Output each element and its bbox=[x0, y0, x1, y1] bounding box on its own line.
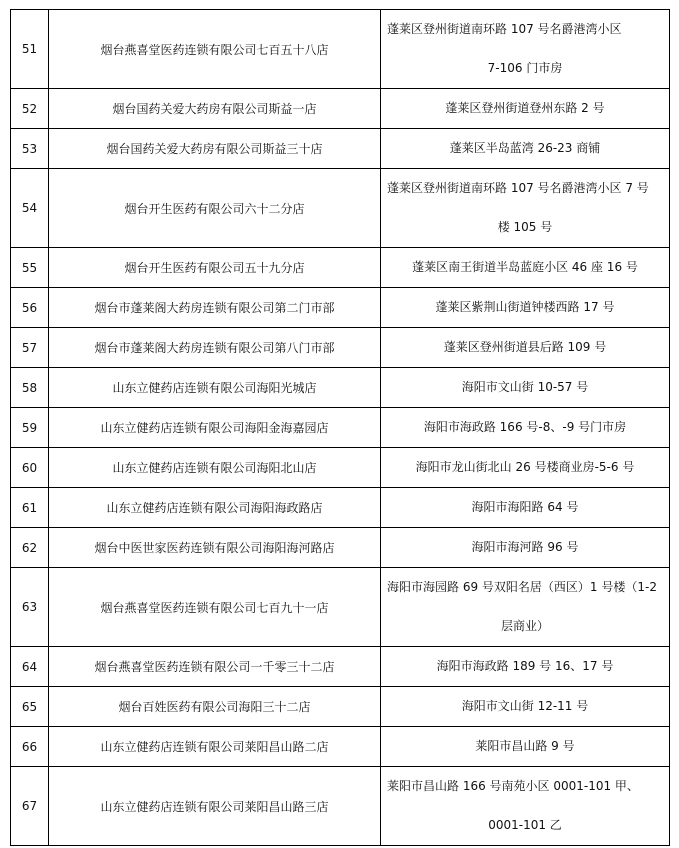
table-row bbox=[11, 687, 670, 727]
row-number: 60 bbox=[11, 448, 49, 488]
store-name: 烟台燕喜堂医药连锁有限公司一千零三十二店 bbox=[49, 647, 381, 687]
store-name: 山东立健药店连锁有限公司海阳金海嘉园店 bbox=[49, 408, 381, 448]
address-line: 莱阳市昌山路 166 号南苑小区 0001-101 甲、 bbox=[387, 779, 639, 793]
store-name: 山东立健药店连锁有限公司莱阳昌山路三店 bbox=[49, 767, 381, 846]
store-name: 烟台中医世家医药连锁有限公司海阳海河路店 bbox=[49, 528, 381, 568]
store-address: 蓬莱区南王街道半岛蓝庭小区 46 座 16 号 bbox=[381, 248, 670, 288]
store-name: 烟台燕喜堂医药连锁有限公司七百五十八店 bbox=[49, 10, 381, 89]
table-row bbox=[11, 288, 670, 328]
table-body bbox=[11, 10, 670, 846]
store-address: 海阳市龙山街北山 26 号楼商业房-5-6 号 bbox=[381, 448, 670, 488]
table-row bbox=[11, 408, 670, 448]
store-address bbox=[381, 169, 670, 248]
pharmacy-list-table bbox=[10, 9, 670, 846]
table-row bbox=[11, 328, 670, 368]
row-number: 53 bbox=[11, 129, 49, 169]
store-name: 山东立健药店连锁有限公司海阳海政路店 bbox=[49, 488, 381, 528]
address-line: 楼 105 号 bbox=[497, 220, 553, 234]
table-row bbox=[11, 767, 670, 846]
row-number: 57 bbox=[11, 328, 49, 368]
store-name: 烟台开生医药有限公司六十二分店 bbox=[49, 169, 381, 248]
table-row bbox=[11, 89, 670, 129]
table-row bbox=[11, 10, 670, 89]
row-number: 56 bbox=[11, 288, 49, 328]
address-line: 蓬莱区登州街道南环路 107 号名爵港湾小区 bbox=[387, 22, 622, 36]
row-number: 64 bbox=[11, 647, 49, 687]
row-number: 58 bbox=[11, 368, 49, 408]
row-number: 51 bbox=[11, 10, 49, 89]
store-name: 烟台百姓医药有限公司海阳三十二店 bbox=[49, 687, 381, 727]
store-address: 蓬莱区登州街道登州东路 2 号 bbox=[381, 89, 670, 129]
row-number: 54 bbox=[11, 169, 49, 248]
row-number: 55 bbox=[11, 248, 49, 288]
table-row bbox=[11, 727, 670, 767]
table-row bbox=[11, 129, 670, 169]
row-number: 67 bbox=[11, 767, 49, 846]
store-address: 海阳市文山街 12-11 号 bbox=[381, 687, 670, 727]
store-address: 海阳市海政路 166 号-8、-9 号门市房 bbox=[381, 408, 670, 448]
row-number: 63 bbox=[11, 568, 49, 647]
address-line: 层商业） bbox=[500, 619, 549, 633]
row-number: 52 bbox=[11, 89, 49, 129]
table-row bbox=[11, 528, 670, 568]
store-name: 烟台开生医药有限公司五十九分店 bbox=[49, 248, 381, 288]
row-number: 59 bbox=[11, 408, 49, 448]
store-name: 烟台市蓬莱阁大药房连锁有限公司第八门市部 bbox=[49, 328, 381, 368]
table-row bbox=[11, 488, 670, 528]
store-name: 山东立健药店连锁有限公司海阳北山店 bbox=[49, 448, 381, 488]
store-address bbox=[381, 767, 670, 846]
store-address bbox=[381, 10, 670, 89]
row-number: 61 bbox=[11, 488, 49, 528]
table-row bbox=[11, 568, 670, 647]
address-line: 0001-101 乙 bbox=[488, 818, 562, 832]
row-number: 66 bbox=[11, 727, 49, 767]
store-address: 蓬莱区半岛蓝湾 26-23 商铺 bbox=[381, 129, 670, 169]
store-address: 蓬莱区紫荆山街道钟楼西路 17 号 bbox=[381, 288, 670, 328]
store-name: 山东立健药店连锁有限公司莱阳昌山路二店 bbox=[49, 727, 381, 767]
row-number: 65 bbox=[11, 687, 49, 727]
store-name: 山东立健药店连锁有限公司海阳光城店 bbox=[49, 368, 381, 408]
store-address: 海阳市海河路 96 号 bbox=[381, 528, 670, 568]
store-address: 海阳市文山街 10-57 号 bbox=[381, 368, 670, 408]
store-name: 烟台市蓬莱阁大药房连锁有限公司第二门市部 bbox=[49, 288, 381, 328]
table-row bbox=[11, 169, 670, 248]
store-name: 烟台燕喜堂医药连锁有限公司七百九十一店 bbox=[49, 568, 381, 647]
table-row bbox=[11, 448, 670, 488]
row-number: 62 bbox=[11, 528, 49, 568]
table-row bbox=[11, 368, 670, 408]
store-address: 海阳市海政路 189 号 16、17 号 bbox=[381, 647, 670, 687]
store-address: 海阳市海阳路 64 号 bbox=[381, 488, 670, 528]
table-row bbox=[11, 647, 670, 687]
address-line: 蓬莱区登州街道南环路 107 号名爵港湾小区 7 号 bbox=[387, 181, 649, 195]
store-name: 烟台国药关爱大药房有限公司斯益一店 bbox=[49, 89, 381, 129]
store-address bbox=[381, 568, 670, 647]
store-address: 莱阳市昌山路 9 号 bbox=[381, 727, 670, 767]
address-line: 7-106 门市房 bbox=[487, 61, 563, 75]
store-address: 蓬莱区登州街道县后路 109 号 bbox=[381, 328, 670, 368]
address-line: 海阳市海园路 69 号双阳名居（西区）1 号楼（1-2 bbox=[387, 580, 657, 594]
table-row bbox=[11, 248, 670, 288]
store-name: 烟台国药关爱大药房有限公司斯益三十店 bbox=[49, 129, 381, 169]
